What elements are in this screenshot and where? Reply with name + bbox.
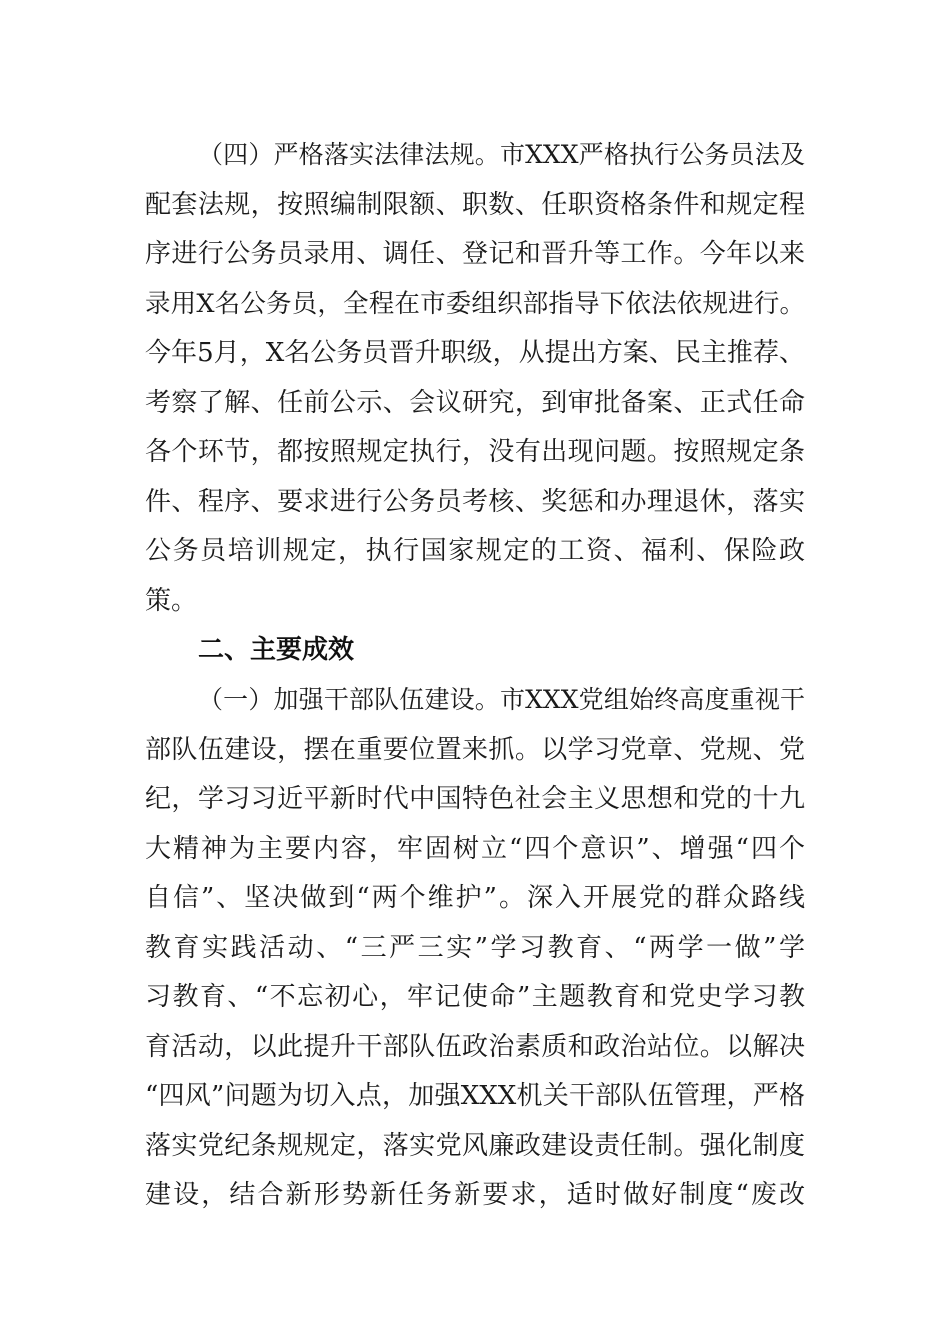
paragraph-line: 序进行公务员录用、调任、登记和晋升等工作。今年以来 (145, 239, 805, 269)
paragraph-line: 各个环节，都按照规定执行，没有出现问题。按照规定条 (145, 437, 805, 467)
paragraph-line: 部队伍建设，摆在重要位置来抓。以学习党章、党规、党 (145, 735, 805, 765)
section-heading: 二、主要成效 (198, 635, 355, 665)
paragraph-line: 建设，结合新形势新任务新要求，适时做好制度“废改 (145, 1180, 805, 1210)
paragraph-line: 纪，学习习近平新时代中国特色社会主义思想和党的十九 (145, 784, 805, 814)
paragraph-line: 今年5月，X名公务员晋升职级，从提出方案、民主推荐、 (145, 338, 805, 368)
paragraph-line: 教育实践活动、“三严三实”学习教育、“两学一做”学 (145, 933, 805, 963)
paragraph-line: 育活动，以此提升干部队伍政治素质和政治站位。以解决 (145, 1032, 805, 1062)
paragraph-line: 录用X名公务员，全程在市委组织部指导下依法依规进行。 (145, 289, 805, 319)
paragraph-line: 自信”、坚决做到“两个维护”。深入开展党的群众路线 (145, 883, 805, 913)
paragraph-line: 公务员培训规定，执行国家规定的工资、福利、保险政 (145, 536, 805, 566)
paragraph-line: 落实党纪条规规定，落实党风廉政建设责任制。强化制度 (145, 1131, 805, 1161)
paragraph-line: “四风”问题为切入点，加强XXX机关干部队伍管理，严格 (145, 1081, 805, 1111)
paragraph-line: （一）加强干部队伍建设。市XXX党组始终高度重视干 (198, 685, 805, 714)
paragraph-line: 配套法规，按照编制限额、职数、任职资格条件和规定程 (145, 190, 805, 220)
paragraph-line: （四）严格落实法律法规。市XXX严格执行公务员法及 (198, 140, 805, 169)
paragraph-line: 大精神为主要内容，牢固树立“四个意识”、增强“四个 (145, 834, 805, 864)
paragraph-line: 考察了解、任前公示、会议研究，到审批备案、正式任命 (145, 388, 805, 418)
paragraph-line: 习教育、“不忘初心，牢记使命”主题教育和党史学习教 (145, 982, 805, 1012)
paragraph-line: 件、程序、要求进行公务员考核、奖惩和办理退休，落实 (145, 487, 805, 517)
paragraph-line: 策。 (145, 586, 198, 616)
